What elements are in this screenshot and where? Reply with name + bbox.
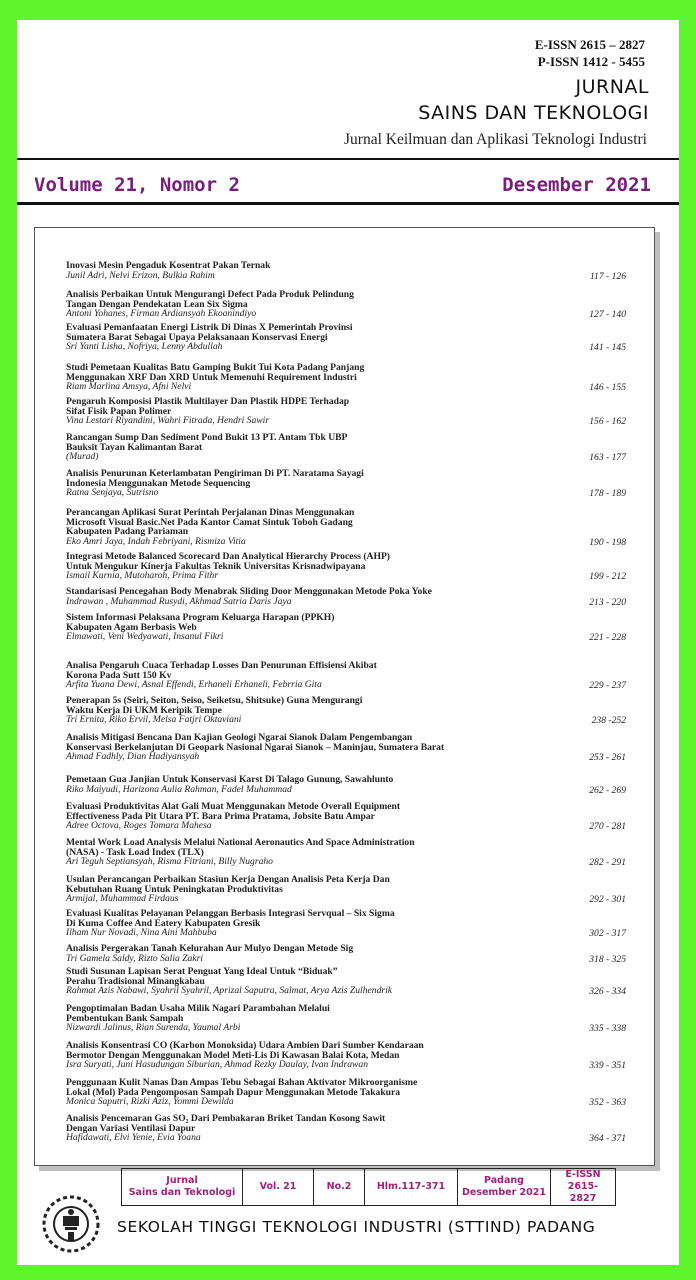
toc-entry: [66, 733, 626, 762]
toc-entry-title: Inovasi Mesin Pengaduk Kosentrat Pakan Ternak: [66, 260, 271, 271]
citation-cell-pages: Hlm.117-371: [365, 1169, 458, 1206]
toc-entry-pages: 262 - 269: [589, 784, 626, 796]
toc-entry: [66, 838, 626, 867]
toc-entry: [66, 433, 626, 462]
eissn: E-ISSN 2615 – 2827: [534, 37, 645, 52]
toc-entry-title: Integrasi Metode Balanced Scorecard Dan Analytical Hierarchy Process (AHP) Untuk Mengukur Kinerja Fakultas Teknik Universitas Krisnadwipayana: [66, 551, 391, 572]
toc-entry-authors: Armijal, Muhammad Firdaus: [66, 893, 179, 905]
toc-entry: [66, 1114, 626, 1143]
toc-entry: [66, 875, 626, 904]
toc-entry-title: Analisis Pencemaran Gas SO₂ Dari Pembakaran Briket Tandan Kosong Sawit Dengan Variasi Ventilasi Dapur: [66, 1113, 386, 1134]
toc-entry-title: Usulan Perancangan Perbaikan Stasiun Kerja Dengan Analisis Peta Kerja Dan Kebutuhan Ruang Untuk Peningkatan Produktivitas: [66, 874, 390, 895]
journal-cover: [17, 20, 679, 1265]
toc-entry: [66, 1004, 626, 1033]
toc-entry: [66, 397, 626, 426]
toc-entry-pages: 221 - 228: [589, 632, 626, 644]
toc-entry-authors: Riko Maiyudi, Harizona Aulia Rahman, Fadel Muhammad: [66, 783, 292, 795]
toc-entry-pages: 190 - 198: [589, 536, 626, 548]
toc-entry-title: Perancangan Aplikasi Surat Perintah Perjalanan Dinas Menggunakan Microsoft Visual Basic.Net Pada Kantor Camat Sintuk Toboh Gadang Kabupaten Padang Pariaman: [66, 507, 355, 538]
toc-entry-title: Rancangan Sump Dan Sediment Pond Bukit 13 PT. Antam Tbk UBP Bauksit Tayan Kalimantan Barat: [66, 432, 348, 453]
toc-entry-title: Analisis Perbaikan Untuk Mengurangi Defect Pada Produk Pelindung Tangan Dengan Pendekatan Lean Six Sigma: [66, 289, 354, 310]
toc-entry-title: Pemetaan Gua Janjian Untuk Konservasi Karst Di Talago Gunung, Sawahlunto: [66, 774, 394, 785]
toc-entry-pages: 146 - 155: [589, 382, 626, 394]
toc-entry-title: Analisa Pengaruh Cuaca Terhadap Losses Dan Penurunan Effisiensi Akibat Korona Pada Sutt 150 Kv: [66, 660, 377, 681]
toc-entry-authors: Ratna Senjaya, Sutrisno: [66, 487, 159, 499]
issue-date: Desember 2021: [502, 174, 651, 196]
toc-entry-pages: 163 - 177: [589, 452, 626, 464]
toc-entry-pages: 213 - 220: [589, 596, 626, 608]
volume-label: Volume 21, Nomor 2: [34, 174, 240, 196]
toc-entry-pages: 141 - 145: [589, 342, 626, 354]
toc-entry-authors: Riam Marlina Amsya, Afni Nelvi: [66, 381, 192, 393]
citation-cell-volume: Vol. 21: [243, 1169, 314, 1206]
citation-cell-place-date: Padang Desember 2021: [458, 1169, 551, 1206]
toc-entry-pages: 339 - 351: [589, 1060, 626, 1072]
citation-cell-journal: Jurnal Sains dan Teknologi: [122, 1169, 243, 1206]
toc-entry: [66, 469, 626, 498]
toc-entry-pages: 302 - 317: [589, 928, 626, 940]
toc-entry: [66, 944, 626, 964]
citation-table: [121, 1168, 616, 1206]
issn-block: [535, 36, 645, 70]
table-of-contents: [34, 227, 655, 1166]
toc-entry-pages: 318 - 325: [589, 953, 626, 965]
institution-name: SEKOLAH TINGGI TEKNOLOGI INDUSTRI (STTIND) PADANG: [117, 1218, 596, 1236]
toc-entry-authors: (Murad): [66, 451, 99, 463]
citation-cell-number: No.2: [314, 1169, 365, 1206]
toc-entry-title: Studi Susunan Lapisan Serat Penguat Yang Ideal Untuk “Biduak” Perahu Tradisional Minangkabau: [66, 966, 338, 987]
toc-entry-pages: 292 - 301: [589, 894, 626, 906]
toc-entry: [66, 1078, 626, 1107]
toc-entry: [66, 661, 626, 690]
toc-entry-authors: Hafidawati, Elvi Yenie, Evia Yoana: [66, 1132, 201, 1144]
toc-entry-authors: Ismail Kurnia, Mutoharoh, Prima Fithr: [66, 570, 219, 582]
toc-entry-title: Analisis Konsentrasi CO (Karbon Monoksida) Udara Ambien Dari Sumber Kendaraan Bermotor Dengan Menggunakan Model Meti-Lis Di Kawasan Balai Kota, Medan: [66, 1040, 424, 1061]
toc-entry-pages: 352 - 363: [589, 1097, 626, 1109]
toc-entry: [66, 261, 626, 281]
toc-entry: [66, 775, 626, 795]
toc-entry-authors: Indrawan , Muhammad Rusydi, Akhmad Satria Daris Jaya: [66, 595, 292, 607]
toc-entry: [66, 909, 626, 938]
toc-entry-authors: Junil Adri, Nelvi Erizon, Bulkia Rahim: [66, 269, 215, 281]
pissn: P-ISSN 1412 - 5455: [537, 54, 645, 69]
toc-entry-title: Penerapan 5s (Seiri, Seiton, Seiso, Seiketsu, Shitsuke) Guna Mengurangi Waktu Kerja Di UKM Keripik Tempe: [66, 695, 363, 716]
toc-entry-authors: Tri Gamela Saldy, Rizto Salia Zakri: [66, 952, 203, 964]
toc-entry-authors: Ilham Nur Novadi, Nina Aini Mahbuba: [66, 927, 217, 939]
toc-entry-authors: Ahmad Fadhly, Dian Hadiyansyah: [66, 751, 200, 763]
toc-entry-title: Sistem Informasi Pelaksana Program Keluarga Harapan (PPKH) Kabupaten Agam Berbasis Web: [66, 612, 335, 633]
toc-entry-title: Analisis Mitigasi Bencana Dan Kajian Geologi Ngarai Sianok Dalam Pengembangan Konservasi Berkelanjutan Di Geopark Nasional Ngarai Sianok – Maninjau, Sumatera Barat: [66, 732, 445, 753]
toc-entry-pages: 326 - 334: [589, 986, 626, 998]
toc-entry-title: Evaluasi Produktivitas Alat Gali Muat Menggunakan Metode Overall Equipment Effectiveness Pada Pit Utara PT. Bara Prima Pratama, Jobsite Batu Ampar: [66, 801, 401, 822]
top-rule: [17, 158, 679, 160]
toc-entry-title: Evaluasi Pemanfaatan Energi Listrik Di Dinas X Pemerintah Provinsi Sumatera Barat Sebagai Upaya Pelaksanaan Konservasi Energi: [66, 322, 353, 343]
toc-entry-title: Mental Work Load Analysis Melalui National Aeronautics And Space Administration (NASA) - Task Load Index (TLX): [66, 837, 415, 858]
toc-entry: [66, 323, 626, 352]
sttind-emblem-icon: [41, 1194, 101, 1254]
toc-entry: [66, 967, 626, 996]
toc-entry: [66, 508, 626, 547]
toc-entry-authors: Antoni Yohanes, Firman Ardiansyah Ekoanindiyo: [66, 308, 257, 320]
toc-entry-authors: Adree Octova, Roges Tomara Mahesa: [66, 820, 212, 832]
toc-entry-pages: 229 - 237: [589, 680, 626, 692]
toc-entry-pages: 253 - 261: [589, 752, 626, 764]
toc-entry-authors: Isra Suryati, Juni Hasudungan Siburian, Ahmad Rezky Daulay, Ivan Indrawan: [66, 1059, 369, 1071]
toc-entry-title: Standarisasi Pencegahan Body Menabrak Sliding Door Menggunakan Metode Poka Yoke: [66, 586, 432, 597]
toc-entry-title: Pengoptimalan Badan Usaha Milik Nagari Parambahan Melalui Pembentukan Bank Sampah: [66, 1003, 330, 1024]
toc-entry-authors: Monica Saputri, Rizki Aziz, Yommi Dewilda: [66, 1096, 234, 1108]
toc-entry-authors: Sri Yanti Lisha, Nofriya, Lenny Abdullah: [66, 341, 223, 353]
toc-entry: [66, 613, 626, 642]
toc-entry-title: Evaluasi Kualitas Pelayanan Pelanggan Berbasis Integrasi Servqual – Six Sigma Di Kuma Coffee And Eatery Kabupaten Gresik: [66, 908, 395, 929]
journal-title: [418, 74, 649, 126]
toc-entry-pages: 178 - 189: [589, 488, 626, 500]
toc-entry: [66, 696, 626, 725]
citation-cell-eissn: E-ISSN 2615-2827: [551, 1169, 616, 1206]
toc-entry-authors: Vina Lestari Riyandini, Wahri Fitrada, Hendri Sawir: [66, 415, 270, 427]
toc-entry-pages: 364 - 371: [589, 1133, 626, 1145]
toc-entry-pages: 335 - 338: [589, 1023, 626, 1035]
journal-subtitle: Jurnal Keilmuan dan Aplikasi Teknologi Industri: [344, 131, 647, 148]
toc-entry: [66, 290, 626, 319]
journal-title-line2: SAINS DAN TEKNOLOGI: [418, 102, 649, 124]
toc-entry-pages: 127 - 140: [589, 309, 626, 321]
toc-entry-pages: 156 - 162: [589, 416, 626, 428]
toc-entry: [66, 802, 626, 831]
toc-entry-authors: Tri Ernita, Riko Ervil, Melsa Fatjri Oktaviani: [66, 714, 242, 726]
toc-entry-title: Analisis Penurunan Keterlambatan Pengiriman Di PT. Naratama Sayagi Indonesia Menggunakan Metode Sequencing: [66, 468, 364, 489]
toc-entry-pages: 199 - 212: [589, 571, 626, 583]
toc-entry-pages: 270 - 281: [589, 821, 626, 833]
toc-entry-authors: Rahmat Azis Nabawi, Syahril Syahril, Aprizal Saputra, Salmat, Arya Azis Zulhendrik: [66, 985, 393, 997]
mid-rule: [17, 202, 679, 205]
toc-entry: [66, 552, 626, 581]
toc-entry: [66, 1041, 626, 1070]
toc-entry-authors: Elmawati, Veni Wedyawati, Insanul Fikri: [66, 631, 224, 643]
toc-entry-title: Pengaruh Komposisi Plastik Multilayer Dan Plastik HDPE Terhadap Sifat Fisik Papan Polimer: [66, 396, 350, 417]
toc-entry-authors: Eko Amri Jaya, Indah Febriyani, Rismiza Vitia: [66, 535, 246, 547]
toc-entry-title: Studi Pemetaan Kualitas Batu Gamping Bukit Tui Kota Padang Panjang Menggunakan XRF Dan XRD Untuk Memenuhi Requirement Industri: [66, 362, 365, 383]
toc-entry-title: Analisis Pergerakan Tanah Kelurahan Aur Mulyo Dengan Metode Sig: [66, 943, 354, 954]
toc-entry-authors: Nizwardi Jalinus, Rian Surenda, Yaumal Arbi: [66, 1022, 241, 1034]
toc-entry-pages: 117 - 126: [589, 270, 626, 282]
toc-entry-pages: 282 - 291: [589, 857, 626, 869]
toc-entry-authors: Arfita Yuana Dewi, Asnal Effendi, Erhaneli Erhaneli, Febrria Gita: [66, 679, 322, 691]
toc-entry-pages: 238 -252: [591, 715, 626, 727]
toc-entry: [66, 363, 626, 392]
toc-entry-title: Penggunaan Kulit Nanas Dan Ampas Tebu Sebagai Bahan Aktivator Mikroorganisme Lokal (Mol) Pada Pengomposan Sampah Dapur Menggunakan Metode Takakura: [66, 1077, 418, 1098]
journal-title-line1: JURNAL: [575, 76, 649, 98]
toc-entry: [66, 587, 626, 607]
toc-entry-authors: Ari Teguh Septiansyah, Risma Fitriani, Billy Nugraho: [66, 856, 273, 868]
